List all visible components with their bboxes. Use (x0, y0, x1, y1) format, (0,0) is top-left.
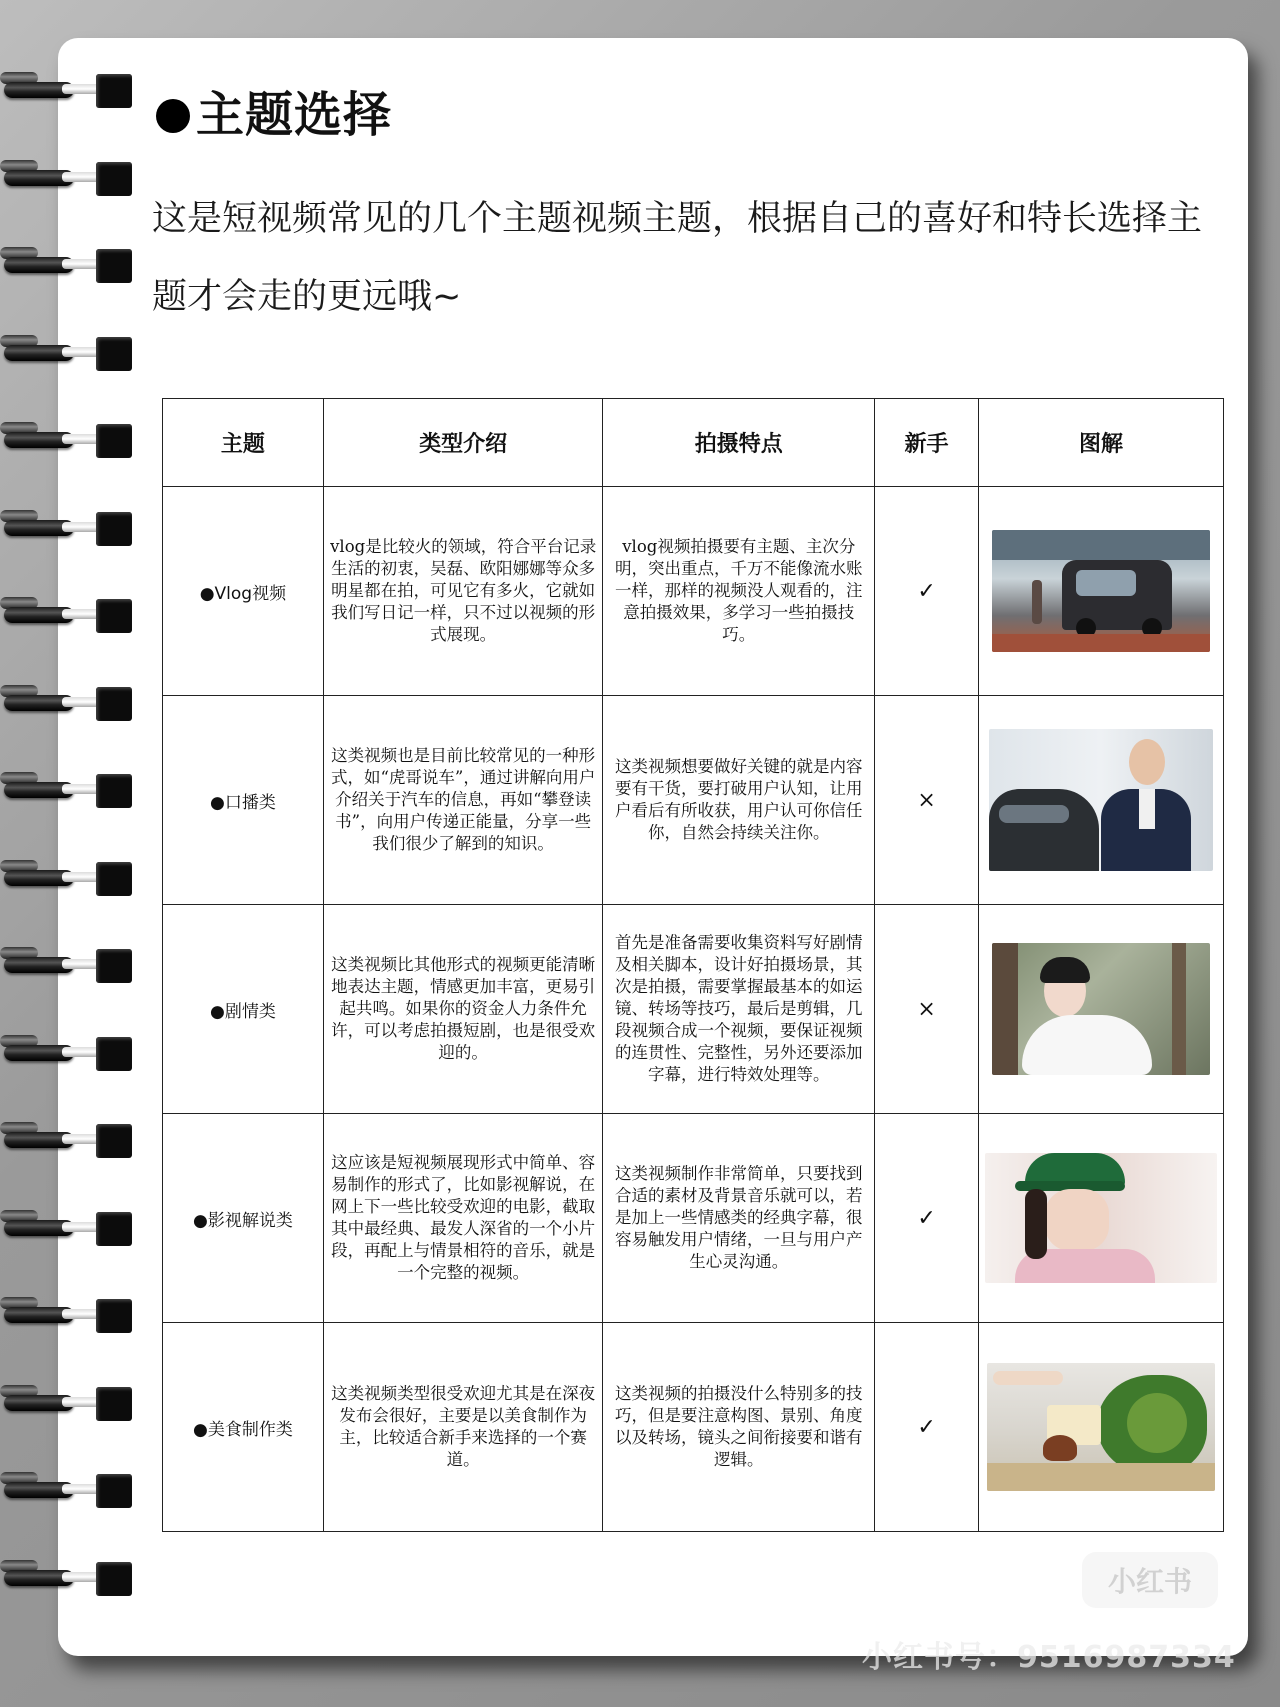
table-row (163, 696, 1224, 905)
beginner-cross-icon: × (875, 696, 979, 905)
spiral-binding (0, 70, 140, 1630)
header-topic: 主题 (163, 399, 324, 487)
topic-table (162, 398, 1224, 1532)
spiral-ring (0, 770, 136, 812)
intro-cell: 这应该是短视频展现形式中简单、容易制作的形式了，比如影视解说，在网上下一些比较受欢迎的电影，截取其中最经典、最发人深省的一个小片段，再配上与情景相符的音乐，就是一个完整的视频。 (323, 1114, 603, 1323)
xiaohongshu-id-watermark: 小红书号：9516987334 (862, 1640, 1236, 1675)
features-cell: 这类视频的拍摄没什么特别多的技巧，但是要注意构图、景别、角度以及转场，镜头之间衔接要和谐有逻辑。 (603, 1323, 875, 1532)
film-commentary-image (985, 1153, 1217, 1283)
spiral-ring (0, 1208, 136, 1250)
header-type-intro: 类型介绍 (323, 399, 603, 487)
spiral-ring (0, 1295, 136, 1337)
beginner-cross-icon: × (875, 905, 979, 1114)
page-title (156, 76, 392, 145)
spiral-ring (0, 70, 136, 112)
beginner-check-icon: ✓ (875, 487, 979, 696)
features-cell: 这类视频想要做好关键的就是内容要有干货，要打破用户认知，让用户看后有所收获，用户认可你信任你，自然会持续关注你。 (603, 696, 875, 905)
illustration-cell (978, 905, 1223, 1114)
spiral-ring (0, 420, 136, 462)
table-row (163, 1323, 1224, 1532)
bullet-icon (156, 99, 190, 133)
spiral-ring (0, 858, 136, 900)
page-title-text: 主题选择 (196, 87, 393, 143)
spiral-ring (0, 1470, 136, 1512)
header-beginner: 新手 (875, 399, 979, 487)
topic-cell: ●剧情类 (163, 905, 324, 1114)
header-illustration: 图解 (978, 399, 1223, 487)
header-shooting-features: 拍摄特点 (603, 399, 875, 487)
table-row (163, 1114, 1224, 1323)
spiral-ring (0, 683, 136, 725)
beginner-check-icon: ✓ (875, 1114, 979, 1323)
illustration-cell (978, 487, 1223, 696)
intro-cell: 这类视频也是目前比较常见的一种形式，如“虎哥说车”，通过讲解向用户介绍关于汽车的信息，再如“攀登读书”，向用户传递正能量，分享一些我们很少了解到的知识。 (323, 696, 603, 905)
features-cell: 首先是准备需要收集资料写好剧情及相关脚本，设计好拍摄场景，其次是拍摄，需要掌握最基本的如运镜、转场等技巧，最后是剪辑，几段视频合成一个视频，要保证视频的连贯性、完整性，另外还要添加字幕，进行特效处理等。 (603, 905, 875, 1114)
topic-cell: ●美食制作类 (163, 1323, 324, 1532)
intro-cell: vlog是比较火的领域，符合平台记录生活的初衷，吴磊、欧阳娜娜等众多明星都在拍，可见它有多火，它就如我们写日记一样，只不过以视频的形式展现。 (323, 487, 603, 696)
table-row (163, 487, 1224, 696)
features-cell: vlog视频拍摄要有主题、主次分明，突出重点，千万不能像流水账一样，那样的视频没人观看的，注意拍摄效果，多学习一些拍摄技巧。 (603, 487, 875, 696)
spiral-ring (0, 1120, 136, 1162)
spiral-ring (0, 1033, 136, 1075)
spiral-ring (0, 508, 136, 550)
spiral-ring (0, 945, 136, 987)
intro-cell: 这类视频比其他形式的视频更能清晰地表达主题，情感更加丰富，更易引起共鸣。如果你的资金人力条件允许，可以考虑拍摄短剧，也是很受欢迎的。 (323, 905, 603, 1114)
spiral-ring (0, 1558, 136, 1600)
intro-paragraph: 这是短视频常见的几个主题视频主题，根据自己的喜好和特长选择主题才会走的更远哦~ (152, 199, 1203, 317)
topic-cell: ●口播类 (163, 696, 324, 905)
beginner-check-icon: ✓ (875, 1323, 979, 1532)
topic-cell: ●Vlog视频 (163, 487, 324, 696)
intro-cell: 这类视频类型很受欢迎尤其是在深夜发布会很好，主要是以美食制作为主，比较适合新手来选择的一个赛道。 (323, 1323, 603, 1532)
talking-host-image (989, 729, 1213, 871)
features-cell: 这类视频制作非常简单，只要找到合适的素材及背景音乐就可以，若是加上一些情感类的经典字幕，很容易触发用户情绪，一旦与用户产生心灵沟通。 (603, 1114, 875, 1323)
illustration-cell (978, 696, 1223, 905)
spiral-ring (0, 245, 136, 287)
xiaohongshu-logo: 小红书 (1082, 1552, 1218, 1608)
table-row (163, 905, 1224, 1114)
topic-cell: ●影视解说类 (163, 1114, 324, 1323)
table-header-row (163, 399, 1224, 487)
spiral-ring (0, 1383, 136, 1425)
spiral-ring (0, 333, 136, 375)
vlog-car-wash-image (992, 530, 1210, 652)
spiral-ring (0, 595, 136, 637)
illustration-cell (978, 1114, 1223, 1323)
spiral-ring (0, 158, 136, 200)
illustration-cell (978, 1323, 1223, 1532)
drama-bride-image (992, 943, 1210, 1075)
food-making-image (987, 1363, 1215, 1491)
